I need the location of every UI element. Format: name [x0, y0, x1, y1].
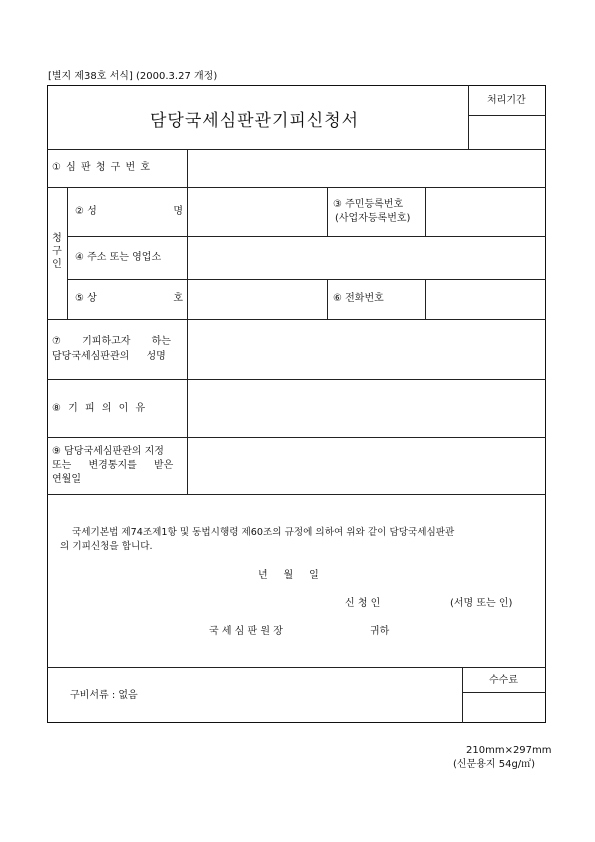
appeal-number-label: ① 심 판 청 구 번 호	[52, 162, 151, 173]
statement-line2: 의 기피신청을 합니다.	[60, 541, 153, 552]
address-field[interactable]	[188, 237, 545, 278]
divider	[327, 279, 328, 319]
avoided-judge-field[interactable]	[188, 320, 545, 378]
required-documents: 구비서류 : 없음	[70, 690, 138, 701]
form-title: 담당국세심판관기피신청서	[150, 111, 360, 131]
name-label-end: 명	[173, 206, 183, 217]
resident-number-label: ③ 주민등록번호	[333, 199, 404, 210]
recipient-label: 국 세 심 판 원 장	[209, 626, 283, 637]
notice-date-label-line1: ⑨ 담당국세심판관의 지정	[52, 446, 164, 457]
divider	[47, 494, 546, 495]
avoided-judge-label-line1: ⑦ 기피하고자 하는	[52, 336, 171, 347]
fee-label: 수수료	[489, 675, 518, 686]
divider	[327, 187, 328, 236]
processing-period-label: 처리기간	[487, 95, 526, 106]
processing-period-value[interactable]	[469, 116, 545, 148]
sign-label: (서명 또는 인)	[450, 598, 513, 609]
notice-date-field[interactable]	[188, 438, 545, 493]
name-field[interactable]	[188, 188, 326, 235]
avoided-judge-label-line2: 담당국세심판관의 성명	[52, 351, 166, 362]
paper-type: (신문용지 54g/㎡)	[453, 759, 536, 770]
address-label: ④ 주소 또는 영업소	[75, 252, 162, 263]
appeal-number-field[interactable]	[188, 150, 545, 186]
business-number-label: (사업자등록번호)	[335, 213, 411, 224]
business-name-label-end: 호	[173, 293, 183, 304]
notice-date-label-line3: 연월일	[52, 474, 81, 485]
honorific-label: 귀하	[370, 626, 390, 637]
statement-line1: 국세기본법 제74조제1항 및 동법시행령 제60조의 규정에 의하여 위와 같이 담당국세심판관	[72, 527, 455, 538]
form-number-note: [별지 제38호 서식] (2000.3.27 개정)	[48, 71, 218, 82]
applicant-label: 신 청 인	[345, 598, 381, 609]
phone-field[interactable]	[426, 280, 545, 318]
notice-date-label-line2: 또는 변경통지를 받은	[52, 460, 174, 471]
resident-number-field[interactable]	[426, 188, 545, 235]
divider	[47, 667, 546, 668]
paper-size: 210mm×297mm	[466, 745, 552, 756]
business-name-label	[75, 293, 183, 306]
business-name-label-num: ⑤ 상	[75, 293, 97, 304]
avoidance-reason-field[interactable]	[188, 380, 545, 436]
claimant-group-label: 청구인	[52, 233, 62, 270]
name-label	[75, 206, 183, 219]
business-name-field[interactable]	[188, 280, 326, 318]
fee-field[interactable]	[463, 693, 545, 722]
name-label-num: ② 성	[75, 206, 97, 217]
phone-label: ⑥ 전화번호	[333, 293, 384, 304]
date-line: 년 월 일	[258, 570, 319, 581]
divider	[67, 187, 68, 319]
avoidance-reason-label: ⑧ 기 피 의 이 유	[52, 403, 148, 414]
